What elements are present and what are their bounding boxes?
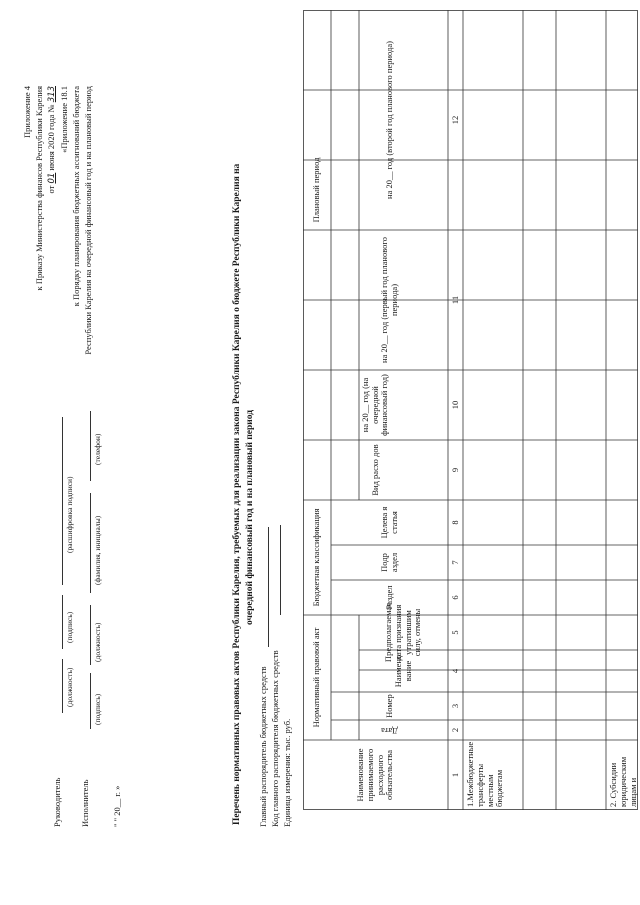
exec-position-line: [90, 673, 91, 729]
exec-name-line: [90, 493, 91, 593]
unit-label: Единица измерения: тыс. руб.: [282, 718, 292, 827]
num-12: 12: [449, 115, 460, 125]
document-title: Перечень нормативных правовых актов Республики Карелия, требуемых для реализации закона Республики Карелия о бюджете Республики Карелия на: [232, 163, 242, 825]
appendix-procedure: к Порядку планирования бюджетных ассигнований бюджета: [71, 86, 81, 307]
chief-line: [268, 527, 269, 647]
date-prefix: от: [46, 185, 56, 194]
col-group-budget: Бюджетная классификация: [311, 508, 322, 607]
num-6: 6: [449, 595, 460, 600]
exec-name-caption: (фамилия, инициалы): [93, 515, 102, 585]
col-header-target: Целева я статья: [378, 506, 399, 539]
col-header-year0: на 20__ год (на очередной финансовый год): [359, 374, 390, 436]
num-1: 1: [449, 772, 460, 778]
head-position-line: [62, 659, 63, 713]
num-5: 5: [449, 630, 460, 635]
num-2: 2: [449, 727, 460, 733]
chief-label: Главный распорядитель бюджетных средств: [258, 666, 268, 827]
exec-signature-line: [90, 605, 91, 665]
col-header-date: Дата: [381, 725, 398, 736]
exec-position-caption: (должность): [93, 622, 102, 662]
col-header-expected-date: Предполагаемая дата признания утратившим силу, отмены: [382, 602, 423, 663]
num-9: 9: [449, 467, 460, 473]
col-header-subsection: Подр аздел: [378, 552, 399, 573]
appendix-sub: «Приложение 18.1: [59, 86, 69, 153]
executor-label: Исполнитель: [80, 779, 90, 827]
row-2-name: 2. Субсидии юридическим лицам и: [608, 756, 638, 807]
exec-phone-caption: (телефон): [93, 433, 102, 465]
num-11: 11: [449, 295, 460, 305]
head-position-caption: (должность): [65, 667, 74, 707]
num-10: 10: [449, 400, 460, 410]
date-middle: июня 2020 года №: [46, 104, 56, 171]
code-label: Код главного распорядителя бюджетных средств: [270, 650, 280, 827]
num-4: 4: [449, 668, 460, 674]
appendix-date: [46, 86, 57, 194]
handwritten-day: 01: [47, 172, 57, 184]
col-header-obligation: Наименование принимаемого расходного обязательства: [354, 748, 395, 802]
date-line: " " 20__ г. »: [112, 785, 122, 827]
col-header-section: Раздел: [383, 585, 394, 610]
num-7: 7: [449, 560, 460, 565]
appendix-order: к Приказу Министерства финансов Республики Карелия: [34, 86, 44, 291]
col-header-year2: на 20__ год (второй год планового периода): [383, 41, 394, 199]
handwritten-number: 313: [47, 86, 57, 103]
head-signature-line: [62, 595, 63, 649]
head-decoding-caption: (расшифровка подписи): [65, 476, 74, 553]
num-8: 8: [449, 520, 460, 525]
col-header-act-name: Наимено вание: [392, 654, 413, 688]
col-header-number: Номер: [383, 694, 394, 718]
num-3: 3: [449, 703, 460, 709]
col-group-act: Нормативный правовой акт: [311, 627, 322, 728]
head-label: Руководитель: [52, 777, 62, 827]
document-title-2: очередной финансовый год и на плановый период: [245, 409, 255, 625]
col-group-plan: Плановый период: [311, 157, 322, 223]
exec-signature-caption: (подпись): [93, 693, 102, 725]
row-1-name: 1.Межбюджетные трансферты местным бюджетам: [465, 741, 505, 807]
head-signature-caption: (подпись): [65, 611, 74, 643]
code-line: [280, 525, 281, 615]
exec-phone-line: [90, 411, 91, 481]
appendix-procedure-2: Республики Карелия на очередной финансовый год и на плановый период: [83, 86, 93, 355]
head-decoding-line: [62, 417, 63, 585]
acts-table: [303, 10, 638, 810]
col-header-year1: на 20__ год (первый год планового периода): [378, 237, 399, 363]
appendix-number: Приложение 4: [22, 86, 32, 138]
col-header-exp-type: Вид расхо дов: [369, 444, 380, 496]
